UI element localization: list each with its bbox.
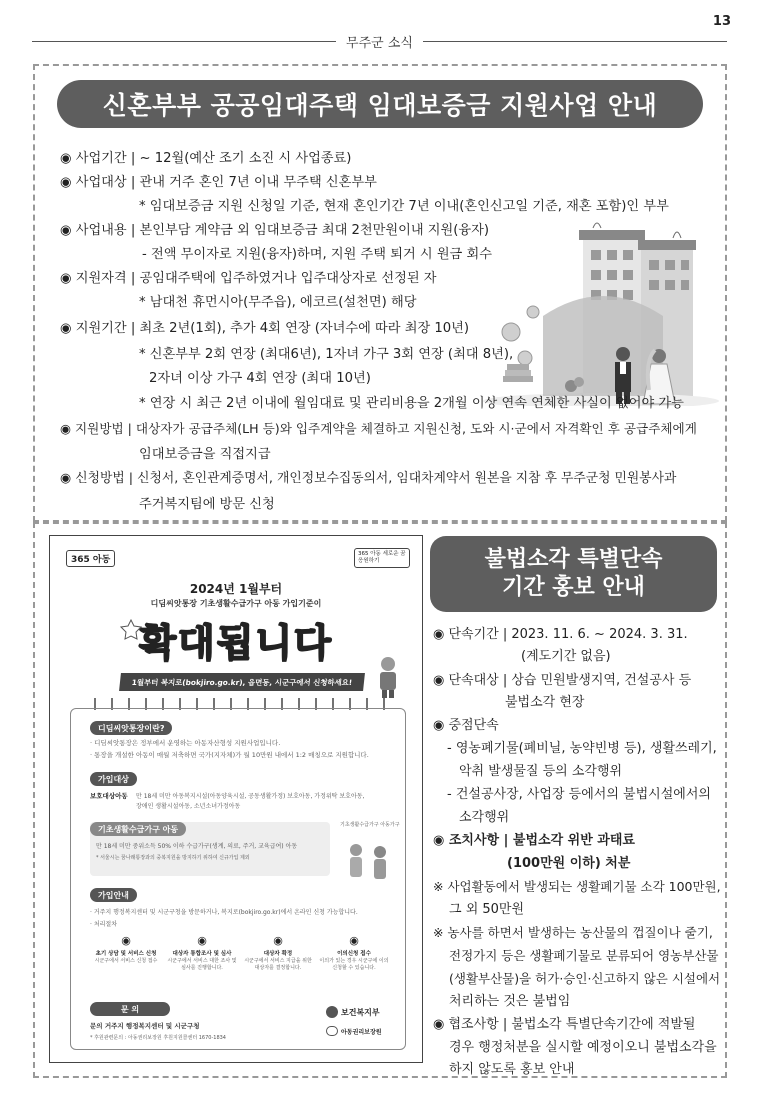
s2-line2: 장애인 생활시설아동, 소년소녀가정아동 [136,803,241,810]
a1-line-12: ◉ 지원방법 | 대상자가 공급주체(LH 등)와 입주계약을 체결하고 지원신청, 도와 시·군에서 자격확인 후 공급주체에게 [60,421,697,436]
s2-label: 보호대상아동 [90,792,128,800]
s4-line1: · 거주지 행정복지센터 및 시군구청을 방문하거나, 복지로(bokjiro.go.kr)에서 온라인 신청 가능합니다. [90,909,358,916]
s5-line1: 문의 거주지 행정복지센터 및 시군구청 [90,1022,200,1030]
a2-line-13: 그 외 50만원 [449,902,525,917]
lower-section [33,522,727,1078]
process-steps [90,934,390,1002]
a2-line-19: 경우 행정처분을 실시할 예정이오니 불법소각을 [449,1040,717,1055]
s1-line2: · 통장을 개설한 아동이 매월 저축하면 국가(지자체)가 월 10만원 내에서 1:2 매칭으로 지원합니다. [90,751,369,759]
a2-line-3: ◉ 단속대상 | 상습 민원발생지역, 건설공사 등 [433,673,692,688]
org2-name: 아동권리보장원 [341,1028,382,1036]
s1-line1: · 디딤씨앗통장은 정부에서 운영하는 아동자산형성 지원사업입니다. [90,739,281,747]
a2-line-6: - 영농폐기물(폐비닐, 농약빈병 등), 생활쓰레기, [447,741,717,756]
article1-title: 신혼부부 공공임대주택 임대보증금 지원사업 안내 [57,80,703,128]
process-step [90,934,162,1002]
process-step [242,934,314,1002]
s3-title: 기초생활수급가구 아동 [90,822,186,836]
article2-title-line2: 기간 홍보 안내 [502,575,645,600]
a2-line-11: (100만원 이하) 처분 [507,856,631,871]
a1-line-5: - 전액 무이자로 지원(융자)하며, 지원 주택 퇴거 시 원금 회수 [142,247,492,262]
didim-seed-poster [49,535,423,1063]
step-desc: 시군구에서 서비스 지급을 위한 대상자를 결정합니다. [244,958,312,971]
a1-line-2: ◉ 사업대상 | 관내 거주 혼인 7년 이내 무주택 신혼부부 [60,175,377,190]
a2-line-9: 소각행위 [459,810,510,825]
a1-line-7: * 남대천 휴먼시아(무주읍), 에코르(설천면) 해당 [139,295,417,310]
ncrc-emblem-icon [326,1026,338,1036]
a1-line-11: * 연장 시 최근 2년 이내에 월임대료 및 관리비용을 2개월 이상 연속 연체한 사실이 없어야 가능 [139,396,684,411]
a1-line-15: 주거복지팀에 방문 신청 [139,497,275,512]
a2-line-12: ※ 사업활동에서 발생되는 생활폐기물 소각 100만원, [433,879,721,894]
a1-line-14: ◉ 신청방법 | 신청서, 혼인관계증명서, 개인정보수집동의서, 임대차계약서 원본을 지참 후 무주군청 민원봉사과 [60,471,677,486]
article2-title [430,536,717,612]
s2-title: 가입대상 [90,772,137,786]
section-title: 무주군 소식 [346,35,413,51]
page-number: 13 [712,14,731,29]
a2-line-2: (계도기간 없음) [521,649,611,664]
step-desc: 이의가 있는 경우 시군구에 이의신청할 수 있습니다. [319,958,389,971]
s3-line2: * 서울시는 꿈나래통장과의 중복지원을 방지하기 위하여 신규가입 제외 [96,855,250,861]
s3-note: 기초생활수급가구 아동가구 [340,822,400,828]
a2-line-14: ※ 농사를 하면서 발생하는 농산물의 껍질이나 줄기, [433,925,713,940]
kid-illustration [368,654,408,698]
a2-line-20: 하지 않도록 홍보 안내 [449,1062,575,1077]
step-desc: 시군구에서 서비스 대한 조사 및 심사를 진행합니다. [167,958,237,971]
a1-line-4: ◉ 사업내용 | 본인부담 계약금 외 임대보증금 최대 2천만원이내 지원(융자) [60,223,490,238]
a1-line-6: ◉ 지원자격 | 공임대주택에 입주하였거나 입주대상자로 선정된 자 [60,271,437,286]
poster-subtitle: 디딤씨앗통장 기초생활수급가구 아동 가입기준이 [150,599,322,608]
poster-year: 2024년 1월부터 [189,582,283,596]
poster-logo: 365 아동 [66,550,115,567]
process-step [166,934,238,1002]
a2-line-1: ◉ 단속기간 | 2023. 11. 6. ~ 2024. 3. 31. [433,627,688,642]
step-title: 대상자 확정 [263,951,293,957]
process-step [318,934,390,1002]
step-title: 초기 상담 및 서비스 신청 [95,951,157,957]
step-title: 이의신청 접수 [337,951,371,957]
a2-line-18: ◉ 협조사항 | 불법소각 특별단속기간에 적발될 [433,1017,696,1032]
step-icon: ◉ [197,934,207,947]
step-icon: ◉ [273,934,283,947]
step-icon: ◉ [349,934,359,947]
a2-line-17: 처리하는 것은 불법임 [449,994,571,1009]
org-logo-2 [326,1026,382,1036]
header-rule-right [423,41,727,42]
a2-line-16: (생활부산물)을 허가·승인·신고하지 않은 시설에서 [449,971,721,986]
star-icon [120,618,142,640]
s1-title: 디딤씨앗통장이란? [90,721,172,735]
a1-line-13: 임대보증금을 직접지급 [139,447,271,462]
s2-line1: 만 18세 미만 아동복지시설(아동양육시설, 공동생활가정) 보호아동, 가정위탁 보호아동, [136,793,365,800]
poster-headline: 확대됩니다 [139,621,333,665]
a1-line-10: 2자녀 이상 가구 4회 연장 (최대 10년) [149,371,371,386]
a1-line-8: ◉ 지원기간 | 최초 2년(1회), 추가 4회 연장 (자녀수에 따라 최장 10년) [60,321,470,336]
a1-line-9: * 신혼부부 2회 연장 (최대6년), 1자녀 가구 3회 연장 (최대 8년), [139,347,514,362]
s4-title: 가입안내 [90,888,137,902]
article-newlywed-housing [33,64,727,522]
org1-name: 보건복지부 [341,1007,380,1017]
header-rule-left [32,41,336,42]
a1-line-3: * 임대보증금 지원 신청일 기준, 현재 혼인기간 7년 이내(혼인신고일 기준, 재혼 포함)인 부부 [139,199,669,214]
a2-line-15: 전정가지 등은 생활폐기물로 분류되어 영농부산물 [449,948,719,963]
step-icon: ◉ [121,934,131,947]
a2-line-7: 악취 발생물질 등의 소각행위 [459,764,623,779]
org-logo-1 [326,1006,380,1018]
poster-logo-right: 365 아동 세로운 꿈 응원하기 [354,548,410,568]
a1-line-1: ◉ 사업기간 | ~ 12월(예산 조기 소진 시 사업종료) [60,151,352,166]
wedding-couple-illustration [483,216,719,406]
poster-ribbon: 1월부터 복지로(bokjiro.go.kr), 읍면동, 시군구에서 신청하세요! [119,673,365,691]
a2-line-5: ◉ 중점단속 [433,718,499,733]
a2-line-4: 불법소각 현장 [505,695,585,710]
a2-line-10: ◉ 조치사항 | 불법소각 위반 과태료 [433,833,635,848]
a2-line-8: - 건설공사장, 사업장 등에서의 불법시설에서의 [447,787,711,802]
article2-title-line1: 불법소각 특별단속 [484,547,663,572]
s5-line2: * 후원관련문의 : 아동권리보장원 후원지원콜센터 1670-1834 [90,1035,226,1041]
s5-title: 문 의 [90,1002,170,1016]
step-title: 대상자 통합조사 및 심사 [172,951,232,957]
step-desc: 시군구에서 서비스 신청 접수 [94,958,158,964]
s4-line2: · 처리절차 [90,921,117,928]
section-header [32,26,727,56]
mohw-emblem-icon [326,1006,338,1018]
s3-line1: 만 18세 미만 중위소득 50% 이하 수급가구(생계, 의료, 주거, 교육급여) 아동 [96,843,298,850]
kids-illustration [340,840,400,886]
